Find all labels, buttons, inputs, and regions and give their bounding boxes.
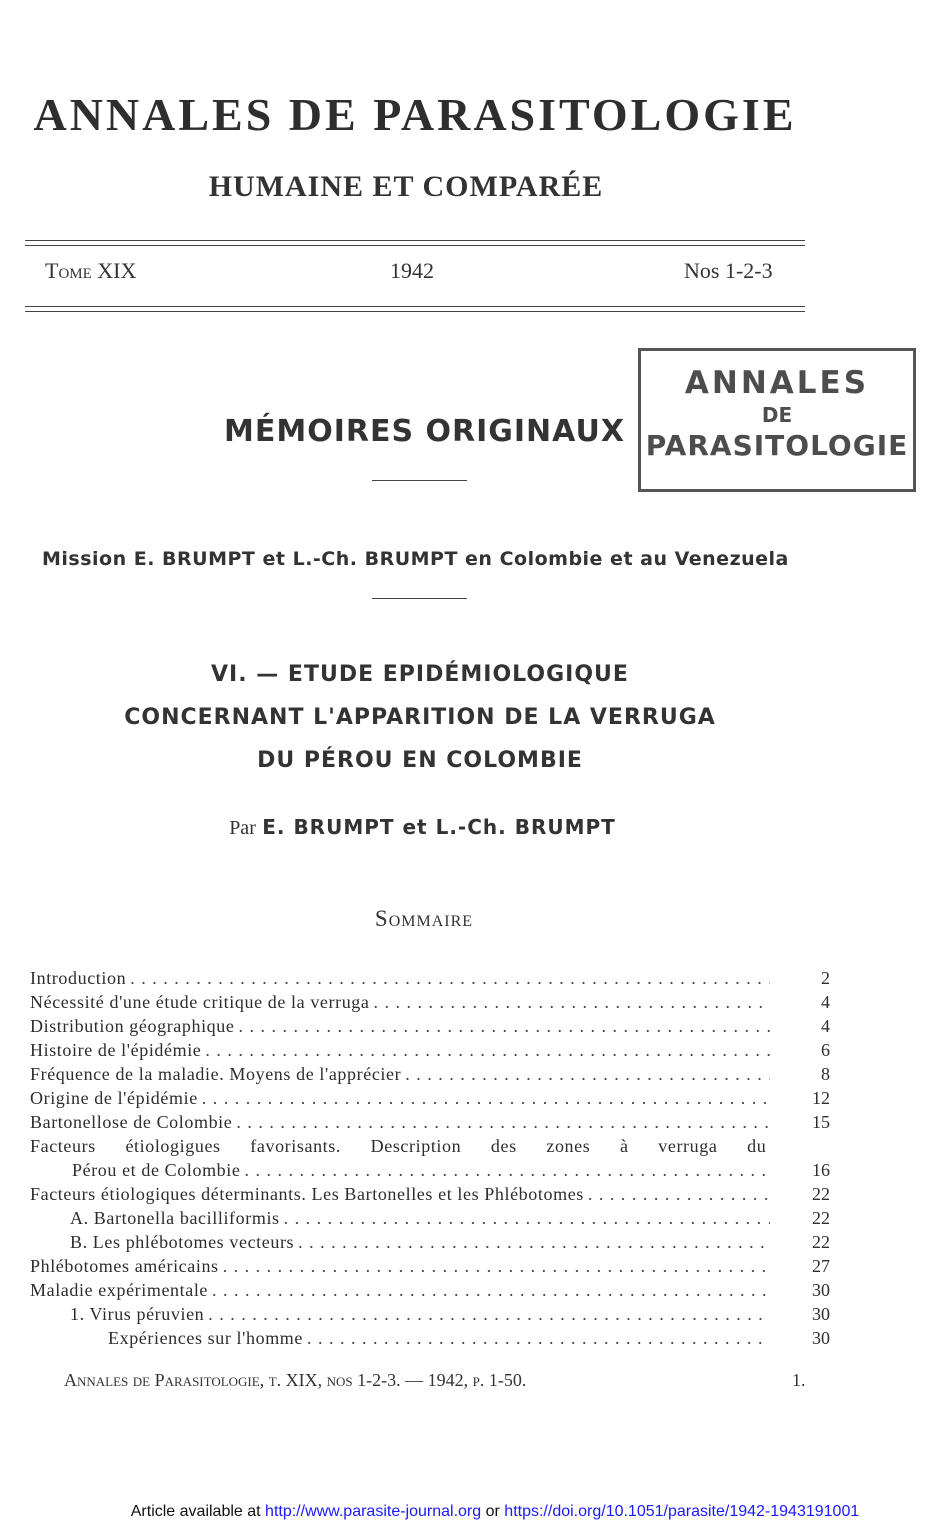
toc-entry xyxy=(30,1256,830,1280)
header-rule-bottom-2 xyxy=(25,311,805,312)
issue-number: Nos 1-2-3 xyxy=(684,258,773,283)
toc-label: Expériences sur l'homme xyxy=(108,1328,303,1348)
article-title-line-1: VI. — ETUDE EPIDÉMIOLOGIQUE xyxy=(211,662,629,687)
toc-label: Bartonellose de Colombie xyxy=(30,1112,233,1132)
toc-label: A. Bartonella bacilliformis xyxy=(70,1208,280,1228)
section-divider xyxy=(372,480,467,481)
toc-page: 15 xyxy=(812,1112,830,1132)
stamp-line-2: DE xyxy=(761,403,793,427)
library-stamp xyxy=(638,348,916,492)
toc-label: Histoire de l'épidémie xyxy=(30,1040,202,1060)
table-of-contents xyxy=(30,968,830,1352)
sommaire-heading: Sommaire xyxy=(374,906,474,931)
toc-label: Introduction xyxy=(30,968,127,988)
toc-label: Nécessité d'une étude critique de la verruga xyxy=(30,992,370,1012)
toc-entry xyxy=(30,968,830,992)
section-title: MÉMOIRES ORIGINAUX xyxy=(224,414,625,449)
author-names: E. BRUMPT et L.-Ch. BRUMPT xyxy=(262,815,616,839)
toc-entry xyxy=(30,1304,830,1328)
toc-page: 6 xyxy=(821,1040,830,1060)
availability-connector: or xyxy=(485,1503,500,1520)
header-rule-top xyxy=(25,240,805,241)
toc-page: 22 xyxy=(812,1208,830,1228)
toc-label: 1. Virus péruvien xyxy=(70,1304,205,1324)
toc-page: 22 xyxy=(812,1232,830,1252)
mission-line: Mission E. BRUMPT et L.-Ch. BRUMPT en Colombie et au Venezuela xyxy=(42,548,789,570)
toc-entry xyxy=(30,1328,830,1352)
toc-label: Phlébotomes américains xyxy=(30,1256,219,1276)
toc-entry xyxy=(30,1184,830,1208)
article-title-line-2: CONCERNANT L'APPARITION DE LA VERRUGA xyxy=(124,705,716,730)
availability-prefix: Article available at xyxy=(130,1503,261,1520)
toc-entry xyxy=(30,1208,830,1232)
toc-page: 16 xyxy=(812,1160,830,1180)
toc-page: 2 xyxy=(821,968,830,988)
toc-page: 22 xyxy=(812,1184,830,1204)
toc-entry xyxy=(30,992,830,1016)
toc-label: Distribution géographique xyxy=(30,1016,235,1036)
stamp-line-3: PARASITOLOGIE xyxy=(645,429,909,462)
toc-leader xyxy=(588,1184,770,1205)
toc-page: 4 xyxy=(821,1016,830,1036)
mission-divider xyxy=(372,598,467,599)
toc-entry xyxy=(30,1136,830,1160)
toc-label: B. Les phlébotomes vecteurs xyxy=(70,1232,295,1252)
toc-label: Maladie expérimentale xyxy=(30,1280,209,1300)
toc-page: 12 xyxy=(812,1088,830,1108)
toc-label: Fréquence de la maladie. Moyens de l'apprécier xyxy=(30,1064,402,1084)
toc-leader xyxy=(238,1016,770,1037)
toc-entry xyxy=(30,1160,830,1184)
toc-entry xyxy=(30,1280,830,1304)
journal-reference: Annales de Parasitologie, t. XIX, nos 1-2-3. — 1942, p. 1-50. xyxy=(64,1370,527,1390)
doi-link[interactable]: https://doi.org/10.1051/parasite/1942-1943191001 xyxy=(504,1503,860,1520)
journal-subtitle: HUMAINE ET COMPARÉE xyxy=(208,170,604,203)
header-rule-top-2 xyxy=(25,245,805,246)
journal-link[interactable]: http://www.parasite-journal.org xyxy=(265,1503,482,1520)
toc-entry xyxy=(30,1088,830,1112)
toc-entry xyxy=(30,1016,830,1040)
toc-entry xyxy=(30,1064,830,1088)
article-availability xyxy=(0,1503,930,1521)
toc-page: 27 xyxy=(812,1256,830,1276)
journal-title: ANNALES DE PARASITOLOGIE xyxy=(33,89,797,140)
toc-leader xyxy=(212,1280,770,1301)
toc-label: Facteurs étiologiques déterminants. Les Bartonelles et les Phlébotomes xyxy=(30,1184,584,1204)
toc-label: Pérou et de Colombie xyxy=(72,1160,241,1180)
tome-label: Tome XIX xyxy=(45,258,137,283)
author-prefix: Par xyxy=(229,817,256,839)
toc-page: 4 xyxy=(821,992,830,1012)
article-title-line-3: DU PÉROU EN COLOMBIE xyxy=(257,748,583,773)
toc-leader xyxy=(374,992,770,1013)
toc-page: 8 xyxy=(821,1064,830,1084)
author-line xyxy=(0,815,845,840)
toc-leader xyxy=(236,1112,770,1133)
toc-page: 30 xyxy=(812,1280,830,1300)
toc-leader xyxy=(202,1088,770,1109)
year-label: 1942 xyxy=(390,258,434,283)
toc-label: Facteurs étiologigues favorisants. Description des zones à verruga du xyxy=(30,1136,767,1156)
toc-leader xyxy=(244,1160,770,1181)
header-rule-bottom xyxy=(25,306,805,307)
toc-leader xyxy=(223,1256,770,1277)
toc-entry xyxy=(30,1040,830,1064)
toc-label: Origine de l'épidémie xyxy=(30,1088,198,1108)
toc-entry xyxy=(30,1232,830,1256)
toc-leader xyxy=(130,968,770,989)
toc-page: 30 xyxy=(812,1328,830,1348)
toc-leader xyxy=(284,1208,770,1229)
toc-leader xyxy=(298,1232,770,1253)
page-number: 1. xyxy=(792,1370,806,1390)
toc-page: 30 xyxy=(812,1304,830,1324)
toc-entry xyxy=(30,1112,830,1136)
stamp-line-1: ANNALES xyxy=(684,365,870,401)
toc-leader xyxy=(208,1304,770,1325)
toc-leader xyxy=(307,1328,770,1349)
toc-leader xyxy=(205,1040,770,1061)
toc-leader xyxy=(405,1064,770,1085)
